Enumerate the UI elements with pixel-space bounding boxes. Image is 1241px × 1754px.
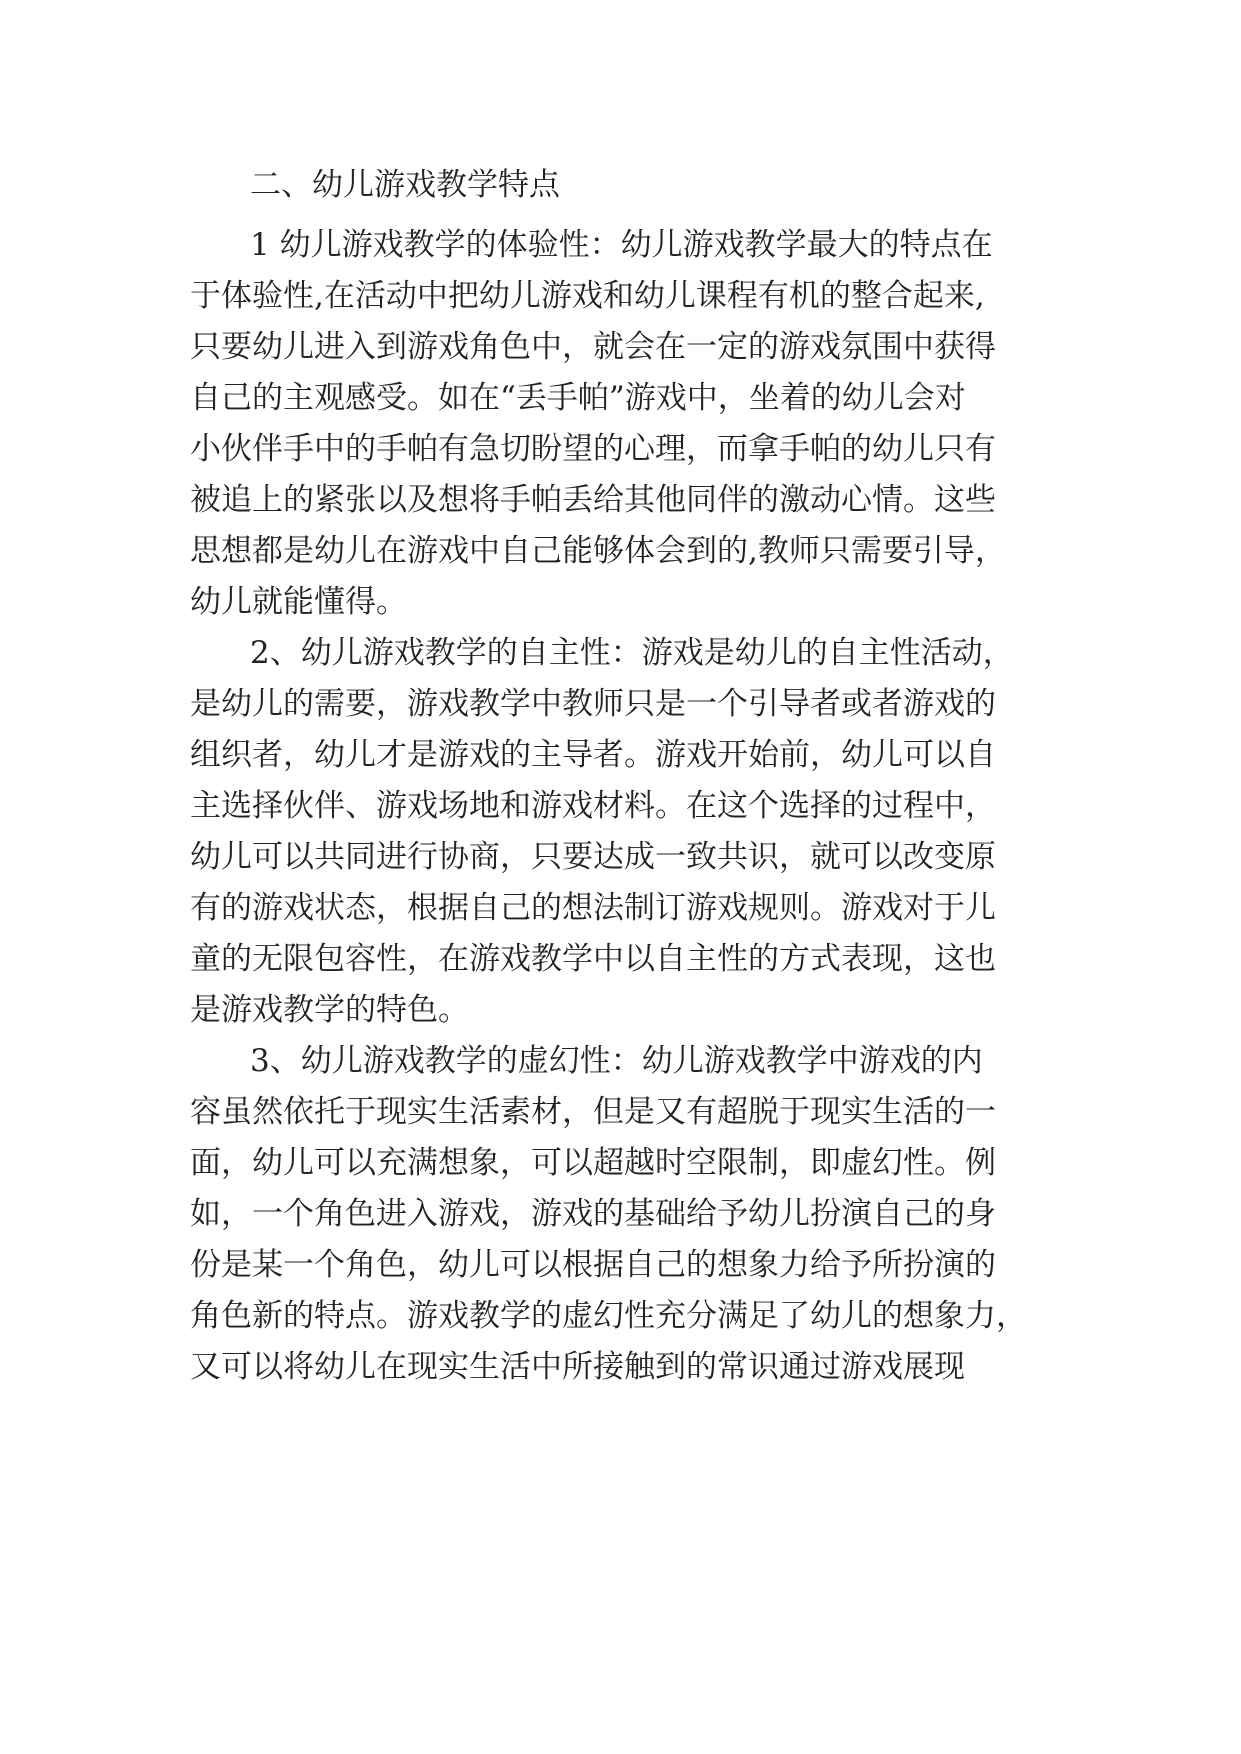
text-line: 小伙伴手中的手帕有急切盼望的心理，而拿手帕的幼儿只有 bbox=[190, 431, 996, 467]
text-line: 是幼儿的需要，游戏教学中教师只是一个引导者或者游戏的 bbox=[190, 686, 996, 722]
text-line: 份是某一个角色，幼儿可以根据自己的想象力给予所扮演的 bbox=[190, 1247, 996, 1283]
text-line: 是游戏教学的特色。 bbox=[190, 992, 469, 1028]
text-line: 组织者，幼儿才是游戏的主导者。游戏开始前，幼儿可以自 bbox=[190, 737, 996, 773]
text-line: 如，一个角色进入游戏，游戏的基础给予幼儿扮演自己的身 bbox=[190, 1196, 996, 1232]
text-line: 1 幼儿游戏教学的体验性：幼儿游戏教学最大的特点在 bbox=[250, 227, 993, 263]
text-line: 面，幼儿可以充满想象，可以超越时空限制，即虚幻性。例 bbox=[190, 1145, 996, 1181]
text-line: 童的无限包容性，在游戏教学中以自主性的方式表现，这也 bbox=[190, 941, 996, 977]
section-heading: 二、幼儿游戏教学特点 bbox=[250, 167, 560, 203]
text-line: 有的游戏状态，根据自己的想法制订游戏规则。游戏对于儿 bbox=[190, 890, 996, 926]
text-line: 又可以将幼儿在现实生活中所接触到的常识通过游戏展现 bbox=[190, 1349, 965, 1385]
text-line: 容虽然依托于现实生活素材，但是又有超脱于现实生活的一 bbox=[190, 1094, 996, 1130]
text-line: 主选择伙伴、游戏场地和游戏材料。在这个选择的过程中， bbox=[190, 788, 996, 824]
text-line: 幼儿可以共同进行协商，只要达成一致共识，就可以改变原 bbox=[190, 839, 996, 875]
text-line: 2、幼儿游戏教学的自主性：游戏是幼儿的自主性活动， bbox=[250, 635, 1014, 671]
text-line: 自己的主观感受。如在“丢手帕”游戏中，坐着的幼儿会对 bbox=[190, 380, 966, 416]
text-line: 3、幼儿游戏教学的虚幻性：幼儿游戏教学中游戏的内 bbox=[250, 1043, 983, 1079]
text-line: 角色新的特点。游戏教学的虚幻性充分满足了幼儿的想象力， bbox=[190, 1298, 1027, 1334]
text-line: 于体验性,在活动中把幼儿游戏和幼儿课程有机的整合起来, bbox=[190, 278, 985, 314]
text-line: 思想都是幼儿在游戏中自己能够体会到的,教师只需要引导， bbox=[190, 533, 1006, 569]
text-line: 幼儿就能懂得。 bbox=[190, 584, 407, 620]
text-line: 被追上的紧张以及想将手帕丢给其他同伴的激动心情。这些 bbox=[190, 482, 996, 518]
text-line: 只要幼儿进入到游戏角色中，就会在一定的游戏氛围中获得 bbox=[190, 329, 996, 365]
